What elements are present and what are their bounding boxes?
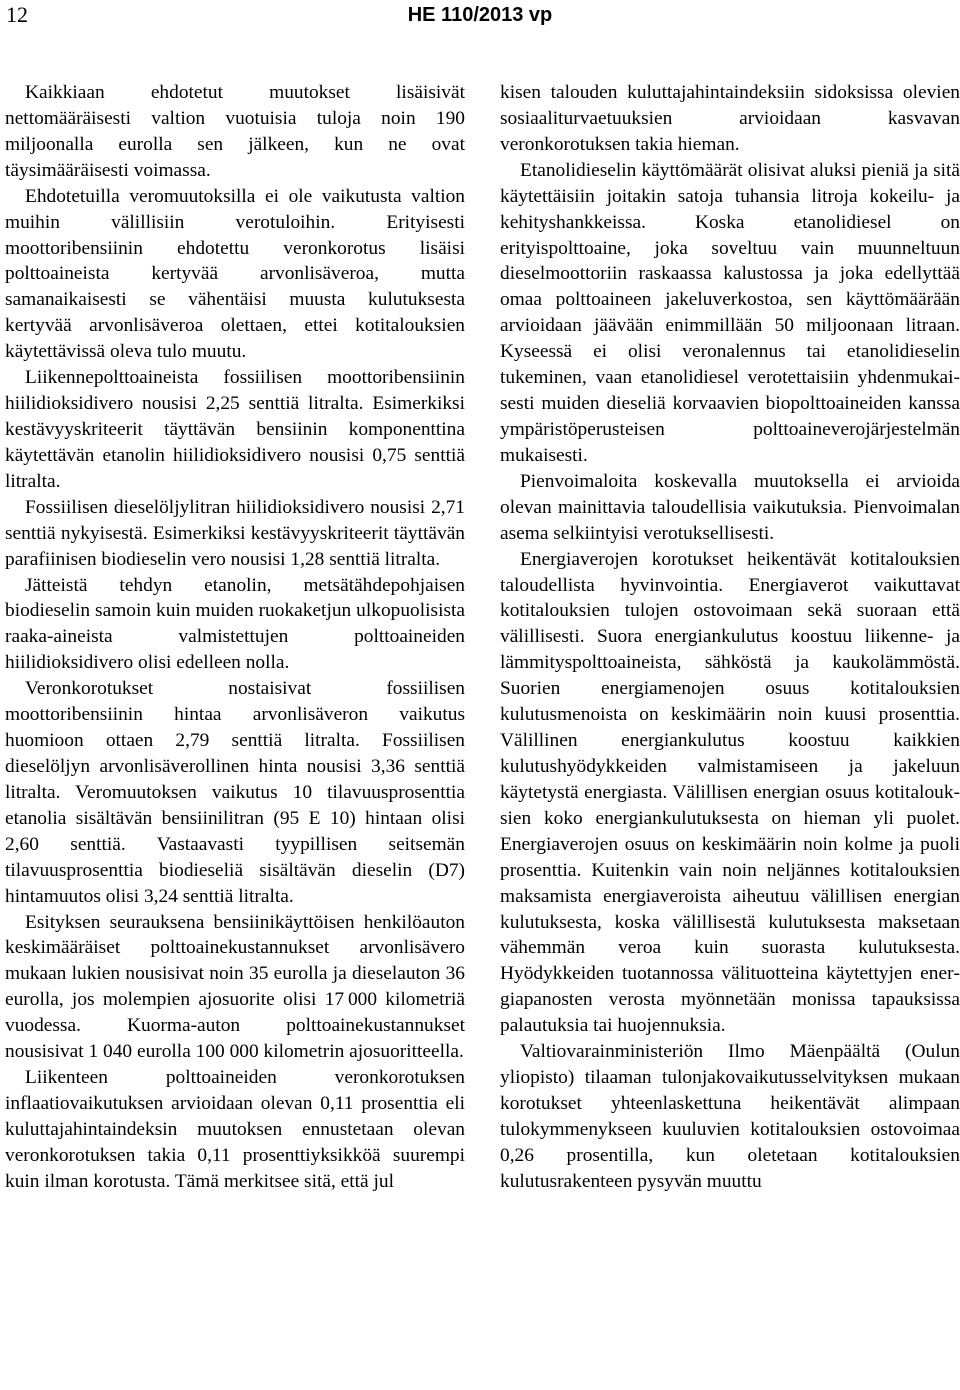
paragraph: Ehdotetuilla veromuutoksilla ei ole vaikutusta valtion muihin välillisiin verotuloihin. Erityisesti moottoribensiinin ehdotettu veronkorotus lisäisi polttoaineista kertyvää arvonlisäveroa, mutta samanaikaisesti se vähentäisi muusta kulutuksesta kertyvää arvonlisäveroa olettaen, ettei kotitalouksien käytettävissä oleva tulo muutu. xyxy=(5,185,465,363)
paragraph: Veronkorotukset nostaisivat fossiilisen moottoribensiinin hintaa arvonlisäveron vaikutus huomioon ottaen 2,79 senttiä litralta. Fossiilisen dieselöljyn arvonlisäverollinen hinta nousisi 3,36 senttiä litralta. Veromuutoksen vaikutus 10 tilavuusprosenttia etanolia sisältävän bensiinilitran (95 E 10) hintaan olisi 2,60 senttiä. Vastaavasti tyypillisen seitsemän tilavuusprosenttia biodieseliä sisältävän dieselin (D7) hintamuutos olisi 3,24 senttiä litralta. xyxy=(5,678,465,907)
paragraph: Liikenteen polttoaineiden veronkorotuksen inflaatiovaikutuksen arvioidaan olevan 0,11 prosenttia eli kuluttajahintaindeksin muutoksen ennustetaan olevan veronkorotuksen takia 0,11 prosenttiyksikköä suurempi kuin ilman korotusta. Tämä merkitsee sitä, että jul xyxy=(5,1067,465,1192)
paragraph: Etanolidieselin käyttömäärät olisivat aluksi pieniä ja sitä käytettäisiin joitakin satoja tuhansia litroja kokeilu- ja kehityshankkeissa. Koska etanolidiesel on erityispolttoaine, joka soveltuu vain muunneltuun dieselmoottoriin raskaassa kalustossa ja joka edellyttää omaa polttoaineen jakeluverkostoa, sen käyttömäärään arvioidaan jäävään enimmillään 50 miljoonaan litraan. Kyseessä ei olisi veronalennus tai etanolidieselin tukeminen, vaan etanolidiesel verotettaisiin yhdenmukaisesti muiden dieseliä korvaavien biopolttoaineiden kanssa ympäristöperusteisen polttoaineverojärjestelmän mukaisesti. xyxy=(500,159,960,466)
paragraph: kisen talouden kuluttajahintaindeksiin sidoksissa olevien sosiaaliturvaetuuksien arvioidaan kasvavan veronkorotuksen takia hieman. xyxy=(500,82,960,155)
paragraph: Kaikkiaan ehdotetut muutokset lisäisivät nettomääräisesti valtion vuotuisia tuloja noin 190 miljoonalla eurolla sen jälkeen, kun ne ovat täysimääräisesti voimassa. xyxy=(5,82,465,181)
right-column xyxy=(500,80,960,1195)
paragraph: Energiaverojen korotukset heikentävät kotitalouksien taloudellista hyvinvointia. Energiaverot vaikuttavat kotitalouksien tulojen ostovoimaan sekä suoraan että välillisesti. Suora energiankulutus koostuu liikenne- ja lämmityspolttoaineista, sähköstä ja kaukolämmöstä. Suorien energiamenojen osuus kotitalouksien kulutusmenoista on keskimäärin noin kuusi prosenttia. Välillinen energiankulutus koostuu kaikkien kulutushyödykkeiden valmistamiseen ja jakeluun käytetystä energiasta. Välillisen energian osuus kotitalouksien koko energiankulutuksesta on hieman yli puolet. Energiaverojen osuus on keskimäärin noin kolme ja puoli prosenttia. Kuitenkin vain noin neljännes kotitalouksien maksamista energiaveroista aiheutuu välillisen energian kulutuksesta, koska välillisestä kulutuksesta maksetaan vähemmän veroa kuin suorasta kulutuksesta. Hyödykkeiden tuotannossa välituotteina käytettyjen energiapanosten verosta myönnetään monissa tapauksissa palautuksia tai huojennuksia. xyxy=(500,548,960,1037)
paragraph: Valtiovarainministeriön Ilmo Mäenpäältä (Oulun yliopisto) tilaaman tulonjakovaikutusselvityksen mukaan korotukset yhteenlaskettuna heikentävät alimpaan tulokymmenykseen kuuluvien kotitalouksien ostovoimaa 0,26 prosentilla, kun oletetaan kotitalouksien kulutusrakenteen pysyvän muuttu xyxy=(500,1041,960,1192)
document-id: HE 110/2013 vp xyxy=(407,4,553,26)
paragraph: Jätteistä tehdyn etanolin, metsätähdepohjaisen biodieselin samoin kuin muiden ruokaketjun ulkopuolisista raaka-aineista valmistettujen polttoaineiden hiilidioksidivero olisi edelleen nolla. xyxy=(5,574,465,674)
paragraph: Esityksen seurauksena bensiinikäyttöisen henkilöauton keskimääräiset polttoainekustannukset arvonlisävero mukaan lukien nousisivat noin 35 eurolla ja dieselauton 36 eurolla, jos molempien ajosuorite olisi 17 000 kilometriä vuodessa. Kuorma-auton polttoainekustannukset nousisivat 1 040 eurolla 100 000 kilometrin ajosuoritteella. xyxy=(5,911,465,1063)
paragraph: Liikennepolttoaineista fossiilisen moottoribensiinin hiilidioksidivero nousisi 2,25 senttiä litralta. Esimerkiksi kestävyyskriteerit täyttävän bensiinin komponenttina käytettävän etanolin hiilidioksidivero nousisi 0,75 senttiä litralta. xyxy=(5,367,465,492)
page-number: 12 xyxy=(6,2,28,27)
paragraph: Fossiilisen dieselöljylitran hiilidioksidivero nousisi 2,71 senttiä nykyisestä. Esimerkiksi kestävyyskriteerit täyttävän parafiinisen biodieselin vero nousisi 1,28 senttiä litralta. xyxy=(5,496,465,570)
left-column xyxy=(5,80,465,1195)
paragraph: Pienvoimaloita koskevalla muutoksella ei arvioida olevan mainittavia taloudellisia vaikutuksia. Pienvoimalan asema selkiintyisi verotuksellisesti. xyxy=(500,470,960,544)
page-header xyxy=(0,0,960,40)
